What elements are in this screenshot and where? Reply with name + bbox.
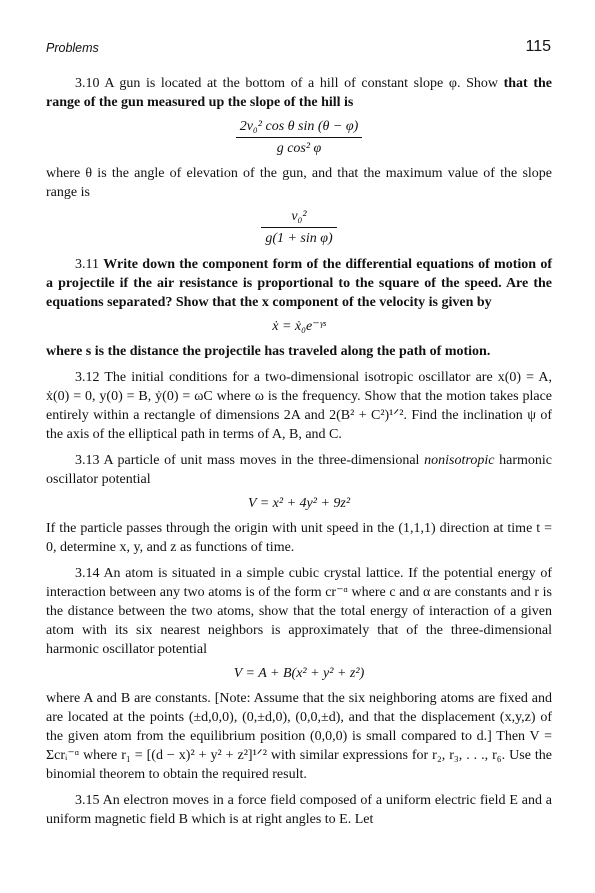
page-body xyxy=(46,74,552,836)
problem-text: The initial conditions for a two-dimensional isotropic oscillator are x(0) = A, ẋ(0) = 0, y(0) = B, ẏ(0) = ωC where ω is the frequency. Show that the motion takes place entirely within a rectangle of dimensions 2A and 2(B² + C²)¹ᐟ². Find the inclination ψ of the axis of the elliptical path in terms of A, B, and C. xyxy=(46,370,552,442)
problem-3-12-text-block xyxy=(46,368,552,444)
velocity-equation xyxy=(46,317,552,336)
problem-text-italic: nonisotropic xyxy=(424,453,495,468)
problem-text: A gun is located at the bottom of a hill of constant slope φ. Show xyxy=(104,76,498,91)
denominator: g cos² φ xyxy=(276,141,322,156)
problem-text-bold: that the range of the gun measured up the slope of the hill is xyxy=(46,76,552,110)
problem-number: 3.15 xyxy=(75,793,100,808)
problem-3-15-text-block xyxy=(46,791,552,829)
problem-text: harmonic oscillator potential xyxy=(46,453,553,487)
running-head: Problems xyxy=(46,41,99,55)
problem-text: where θ is the angle of elevation of the gun, and that the maximum value of the slope range is xyxy=(46,166,552,200)
problem-number: 3.11 xyxy=(75,257,99,272)
range-equation xyxy=(46,117,552,158)
problem-text: where A and B are constants. [Note: Assume that the six neighboring atoms are fixed and are located at the points (±d,0,0), (0,±d,0), (0,0,±d), and that the displacement (x,y,z) of the given atom from the equilibrium position (0,0,0) is small compared to d.] Then V = Σcrᵢ⁻ᵅ where r₁ = [(d − x)² + y² + z²]¹ᐟ² with similar expressions for r₂, r₃, . . ., r₆. Use the binomial theorem to obtain the required result. xyxy=(46,691,552,782)
problem-3-11-text-block xyxy=(46,255,552,312)
problem-3-14 xyxy=(46,564,552,784)
fraction xyxy=(236,117,363,158)
problem-text: An electron moves in a force field composed of a uniform electric field E and a uniform magnetic field B which is at right angles to E. Let xyxy=(46,793,552,827)
equation: V = A + B(x² + y² + z²) xyxy=(233,666,365,681)
problem-3-14-text-block xyxy=(46,564,552,659)
numerator: 2v₀² cos θ sin (θ − φ) xyxy=(236,117,363,138)
equation: V = x² + 4y² + 9z² xyxy=(247,496,351,511)
problem-3-10-intro xyxy=(46,74,552,112)
problem-3-15 xyxy=(46,791,552,829)
page-number: 115 xyxy=(525,38,551,55)
problem-3-13 xyxy=(46,451,552,557)
page-header xyxy=(46,38,551,58)
problem-number: 3.13 xyxy=(75,453,100,468)
equation: ẋ = ẋ₀e⁻ᵞˢ xyxy=(272,319,326,334)
potential-equation xyxy=(46,494,552,513)
problem-text: If the particle passes through the origin with unit speed in the (1,1,1) direction at time t = 0, determine x, y, and z as functions of time. xyxy=(46,521,552,555)
denominator: g(1 + sin φ) xyxy=(265,231,333,246)
oscillator-equation xyxy=(46,664,552,683)
problem-number: 3.14 xyxy=(75,566,100,581)
problem-3-12 xyxy=(46,368,552,444)
problem-3-10 xyxy=(46,74,552,248)
max-range-equation xyxy=(46,207,552,248)
problem-3-11 xyxy=(46,255,552,361)
problem-number: 3.12 xyxy=(75,370,100,385)
numerator: v₀² xyxy=(261,207,336,228)
fraction xyxy=(261,207,336,248)
problem-text: Write down the component form of the differential equations of motion of a projectile if the air resistance is proportional to the square of the speed. Are the equations separated? Show that the x component of the velocity is given by xyxy=(46,257,553,310)
problem-number: 3.10 xyxy=(75,76,100,91)
problem-text: An atom is situated in a simple cubic crystal lattice. If the potential energy of interaction between any two atoms is of the form cr⁻ᵅ where c and α are constants and r is the distance between the two atoms, show that the total energy of interaction of a given atom with its six nearest neighbors is approximately that of the three-dimensional harmonic oscillator potential xyxy=(46,566,552,657)
problem-text: A particle of unit mass moves in the three-dimensional xyxy=(103,453,420,468)
problem-text: where s is the distance the projectile has traveled along the path of motion. xyxy=(46,344,491,359)
problem-3-13-text-block xyxy=(46,451,552,489)
